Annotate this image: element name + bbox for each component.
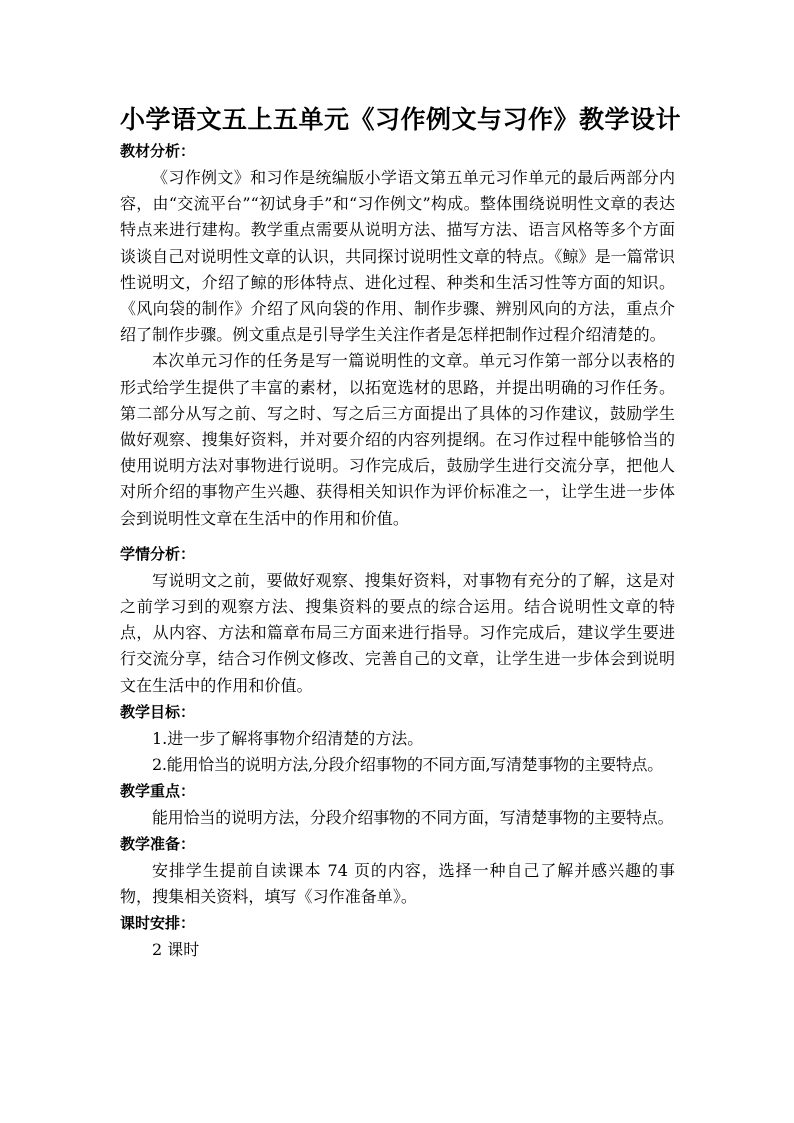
section-teaching-goals [120, 701, 675, 778]
paragraph: 本次单元习作的任务是写一篇说明性的文章。单元习作第一部分以表格的形式给学生提供了丰富的素材，以拓宽选材的思路，并提出明确的习作任务。第二部分从写之前、写之时、写之后三方面提出了具体的习作建议，鼓励学生做好观察、搜集好资料，并对要介绍的内容列提纲。在习作过程中能够恰当的使用说明方法对事物进行说明。习作完成后，鼓励学生进行交流分享，把他人对所介绍的事物产生兴趣、获得相关知识作为评价标准之一，让学生进一步体会到说明性文章在生活中的作用和价值。 [120, 351, 675, 528]
paragraph: 安排学生提前自读课本 74 页的内容，选择一种自己了解并感兴趣的事物，搜集相关资料，填写《习作准备单》。 [120, 860, 675, 907]
section-heading: 教学重点： [120, 781, 196, 800]
section-heading: 教学目标： [120, 702, 196, 721]
section-heading: 学情分析： [120, 544, 196, 563]
section-heading: 教材分析： [120, 142, 196, 160]
section-textbook-analysis [120, 140, 675, 532]
list-item: 2 课时 [152, 940, 200, 960]
paragraph: 能用恰当的说明方法，分段介绍事物的不同方面，写清楚事物的主要特点。 [152, 807, 674, 827]
document-body [120, 140, 675, 963]
document-title: 小学语文五上五单元《习作例文与习作》教学设计 [120, 105, 682, 134]
section-heading: 教学准备： [120, 834, 196, 853]
section-schedule [120, 912, 675, 963]
list-item: 2.能用恰当的说明方法,分段介绍事物的不同方面,写清楚事物的主要特点。 [152, 754, 663, 774]
section-student-analysis [120, 543, 675, 699]
section-teaching-focus [120, 780, 675, 831]
list-item: 1.进一步了解将事物介绍清楚的方法。 [152, 728, 424, 748]
section-heading: 课时安排： [120, 914, 196, 933]
section-teaching-prep [120, 833, 675, 910]
paragraph: 《习作例文》和习作是统编版小学语文第五单元习作单元的最后两部分内容，由“交流平台”“初试身手”和“习作例文”构成。整体围绕说明性文章的表达特点来进行建构。教学重点需要从说明方法、描写方法、语言风格等多个方面谈谈自己对说明性文章的认识，共同探讨说明性文章的特点。《鲸》是一篇常识性说明文，介绍了鲸的形体特点、进化过程、种类和生活习性等方面的知识。《风向袋的制作》介绍了风向袋的作用、制作步骤、辨别风向的方法，重点介绍了制作步骤。例文重点是引导学生关注作者是怎样把制作过程介绍清楚的。 [120, 168, 675, 345]
paragraph: 写说明文之前，要做好观察、搜集好资料，对事物有充分的了解，这是对之前学习到的观察方法、搜集资料的要点的综合运用。结合说明性文章的特点，从内容、方法和篇章布局三方面来进行指导。习作完成后，建议学生要进行交流分享，结合习作例文修改、完善自己的文章，让学生进一步体会到说明文在生活中的作用和价值。 [120, 570, 675, 695]
